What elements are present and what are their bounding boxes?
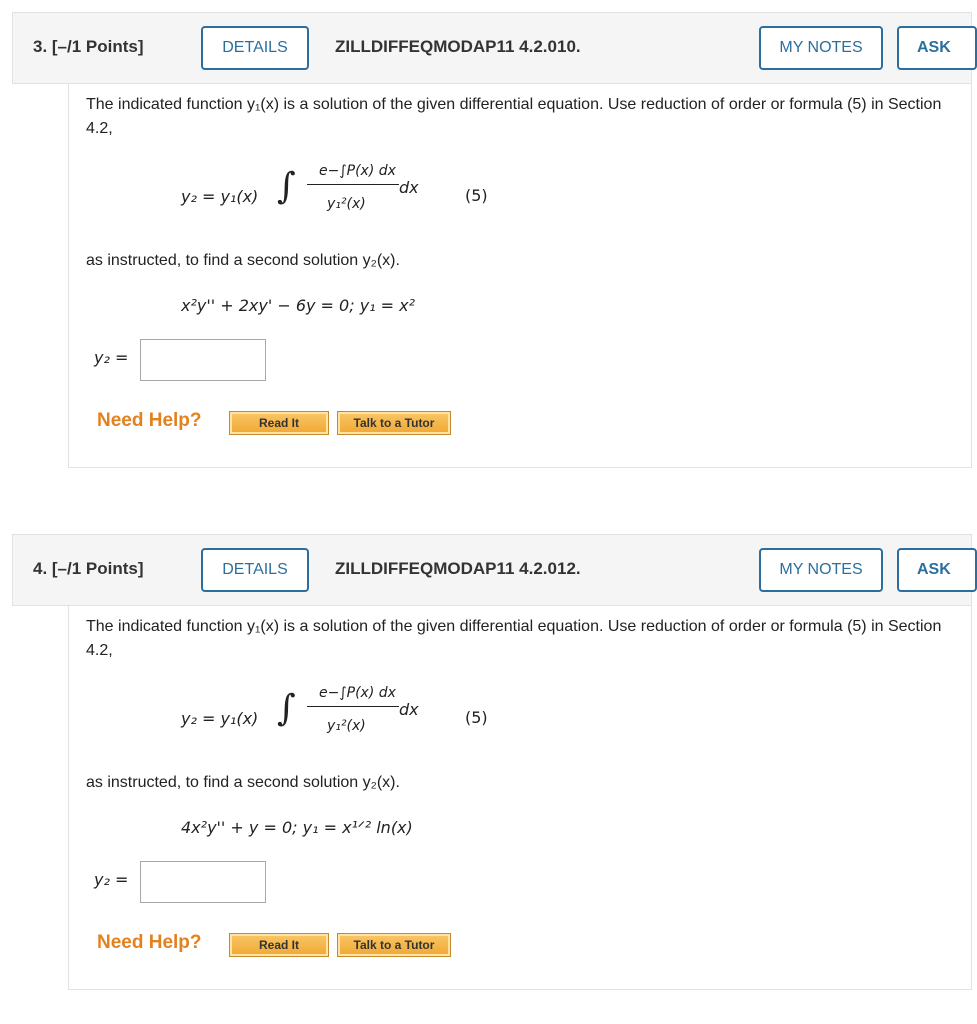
ask-teacher-button[interactable]: ASK: [897, 548, 977, 592]
question-body: [68, 606, 972, 990]
differential-equation: x²y'' + 2xy' − 6y = 0; y₁ = x²: [181, 296, 416, 315]
integral-sign: ∫: [277, 166, 296, 207]
formula-number: (5): [465, 708, 488, 727]
question-header: [12, 534, 972, 606]
details-button[interactable]: DETAILS: [201, 26, 309, 70]
intro-text-cont: 4.2,: [86, 642, 113, 659]
formula-denominator: y₁²(x): [327, 196, 366, 212]
integral-sign: ∫: [277, 688, 296, 729]
need-help-label: Need Help?: [97, 932, 202, 953]
question-code: ZILLDIFFEQMODAP11 4.2.010.: [335, 37, 581, 56]
fraction-bar: [307, 706, 399, 707]
answer-label: y₂ =: [94, 348, 129, 367]
answer-input[interactable]: [140, 861, 266, 903]
formula-denominator: y₁²(x): [327, 718, 366, 734]
my-notes-button[interactable]: MY NOTES: [759, 26, 883, 70]
fraction-bar: [307, 184, 399, 185]
formula-dx: dx: [399, 700, 419, 719]
intro-text: The indicated function y₁(x) is a solution of the given differential equation. Use reduction of order or formula (5) in Section: [86, 96, 942, 113]
differential-equation: 4x²y'' + y = 0; y₁ = x¹ᐟ² ln(x): [181, 818, 413, 837]
question-number-points: 3. [–/1 Points]: [33, 37, 144, 56]
answer-input[interactable]: [140, 339, 266, 381]
my-notes-button[interactable]: MY NOTES: [759, 548, 883, 592]
instruction-text: as instructed, to find a second solution y₂(x).: [86, 252, 400, 269]
intro-text: The indicated function y₁(x) is a solution of the given differential equation. Use reduction of order or formula (5) in Section: [86, 618, 942, 635]
question-header: [12, 12, 972, 84]
formula-numerator: e−∫P(x) dx: [319, 163, 396, 179]
instruction-text: as instructed, to find a second solution y₂(x).: [86, 774, 400, 791]
need-help-label: Need Help?: [97, 410, 202, 431]
read-it-button[interactable]: Read It: [229, 933, 329, 957]
formula-dx: dx: [399, 178, 419, 197]
formula-lhs: y₂ = y₁(x): [181, 709, 259, 728]
answer-label: y₂ =: [94, 870, 129, 889]
details-button[interactable]: DETAILS: [201, 548, 309, 592]
talk-to-tutor-button[interactable]: Talk to a Tutor: [337, 411, 451, 435]
read-it-button[interactable]: Read It: [229, 411, 329, 435]
formula-number: (5): [465, 186, 488, 205]
formula-numerator: e−∫P(x) dx: [319, 685, 396, 701]
question-code: ZILLDIFFEQMODAP11 4.2.012.: [335, 559, 581, 578]
intro-text-cont: 4.2,: [86, 120, 113, 137]
talk-to-tutor-button[interactable]: Talk to a Tutor: [337, 933, 451, 957]
formula-lhs: y₂ = y₁(x): [181, 187, 259, 206]
question-number-points: 4. [–/1 Points]: [33, 559, 144, 578]
ask-teacher-button[interactable]: ASK: [897, 26, 977, 70]
question-body: [68, 84, 972, 468]
